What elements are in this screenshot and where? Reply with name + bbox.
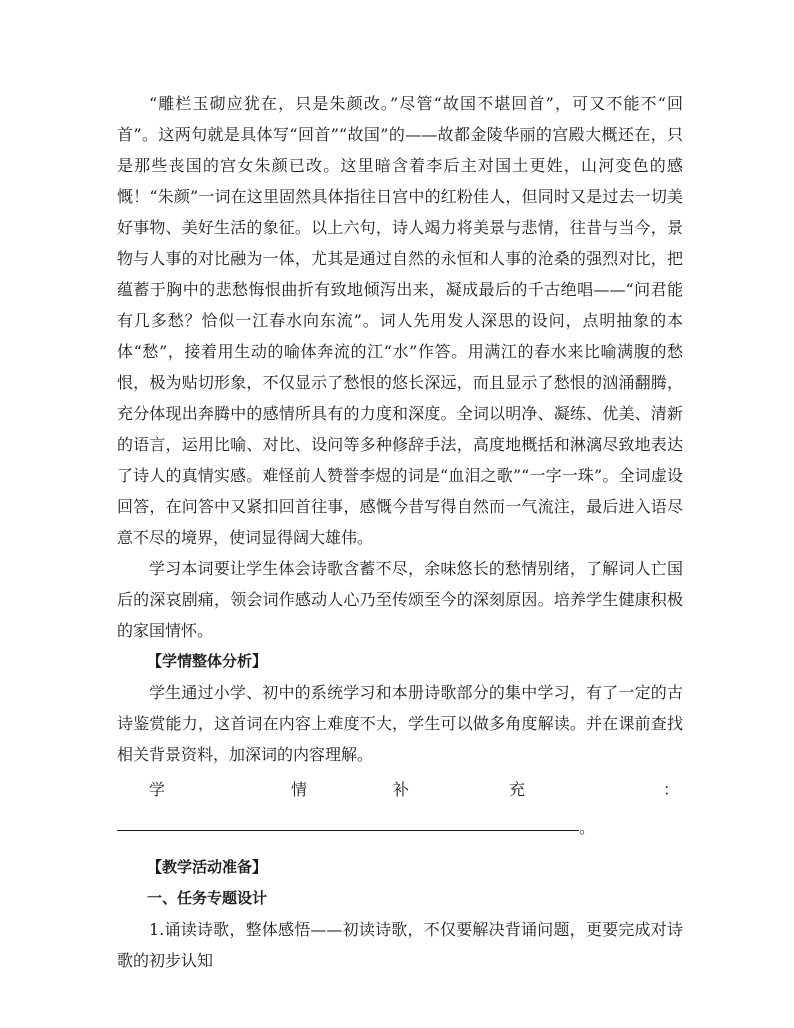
student-supplement-blank[interactable] bbox=[117, 812, 683, 844]
task-design-heading: 一、任务专题设计 bbox=[147, 889, 268, 907]
fill-label-char-2: 情 bbox=[291, 780, 308, 799]
analysis-paragraph: “雕栏玉砌应犹在，只是朱颜改。”尽管“故国不堪回首”，可又不能不“回首”。这两句就是具体写“回首”“故国”的——故都金陵华丽的宫殿大概还在，只是那些丧国的宫女朱颜已改。这里暗含着李后主对国土更姓，山河变色的感慨！“朱颜”一词在这里固然具体指往日宫中的红粉佳人，但同时又是过去一切美好事物、美好生活的象征。以上六句，诗人竭力将美景与悲情，往昔与当今，景物与人事的对比融为一体，尤其是通过自然的永恒和人事的沧桑的强烈对比，把蕴蓄于胸中的悲愁悔恨曲折有致地倾泻出来，凝成最后的千古绝唱——“问君能有几多愁？恰似一江春水向东流”。词人先用发人深思的设问，点明抽象的本体“愁”，接着用生动的喻体奔流的江“水”作答。用满江的春水来比喻满腹的愁恨，极为贴切形象，不仅显示了愁恨的悠长深远，而且显示了愁恨的汹涌翻腾，充分体现出奔腾中的感情所具有的力度和深度。全词以明净、凝练、优美、清新的语言，运用比喻、对比、设问等多种修辞手法，高度地概括和淋漓尽致地表达了诗人的真情实感。难怪前人赞誉李煜的词是“血泪之歌”“一字一珠”。全词虚设回答，在问答中又紧扣回首往事，感慨今昔写得自然而一气流注，最后进入语尽意不尽的境界，使词显得阔大雄伟。 bbox=[117, 94, 683, 547]
teaching-prep-heading: 【教学活动准备】 bbox=[147, 858, 268, 876]
task-item-1: 1.诵读诗歌，整体感悟——初读诗歌，不仅要解决背诵问题，更要完成对诗歌的初步认知 bbox=[117, 920, 683, 970]
blank-end-mark: 。 bbox=[579, 818, 596, 837]
student-analysis-paragraph: 学生通过小学、初中的系统学习和本册诗歌部分的集中学习，有了一定的古诗鉴赏能力，这首词在内容上难度不大，学生可以做多角度解读。并在课前查找相关背景资料，加深词的内容理解。 bbox=[117, 683, 683, 764]
student-analysis-heading: 【学情整体分析】 bbox=[147, 652, 268, 670]
fill-label-char-1: 学 bbox=[149, 780, 166, 799]
learning-goal-paragraph: 学习本词要让学生体会诗歌含蓄不尽，余味悠长的愁情别绪，了解词人亡国后的深哀剧痛，领会词作感动人心乃至传颂至今的深刻原因。培养学生健康积极的家国情怀。 bbox=[117, 559, 683, 640]
blank-underline bbox=[117, 830, 579, 831]
fill-label-char-3: 补 bbox=[393, 780, 410, 799]
student-supplement-label bbox=[117, 776, 683, 812]
fill-label-char-4: 充 bbox=[509, 780, 526, 799]
fill-label-colon: ： bbox=[663, 780, 680, 799]
document-page bbox=[117, 88, 683, 976]
